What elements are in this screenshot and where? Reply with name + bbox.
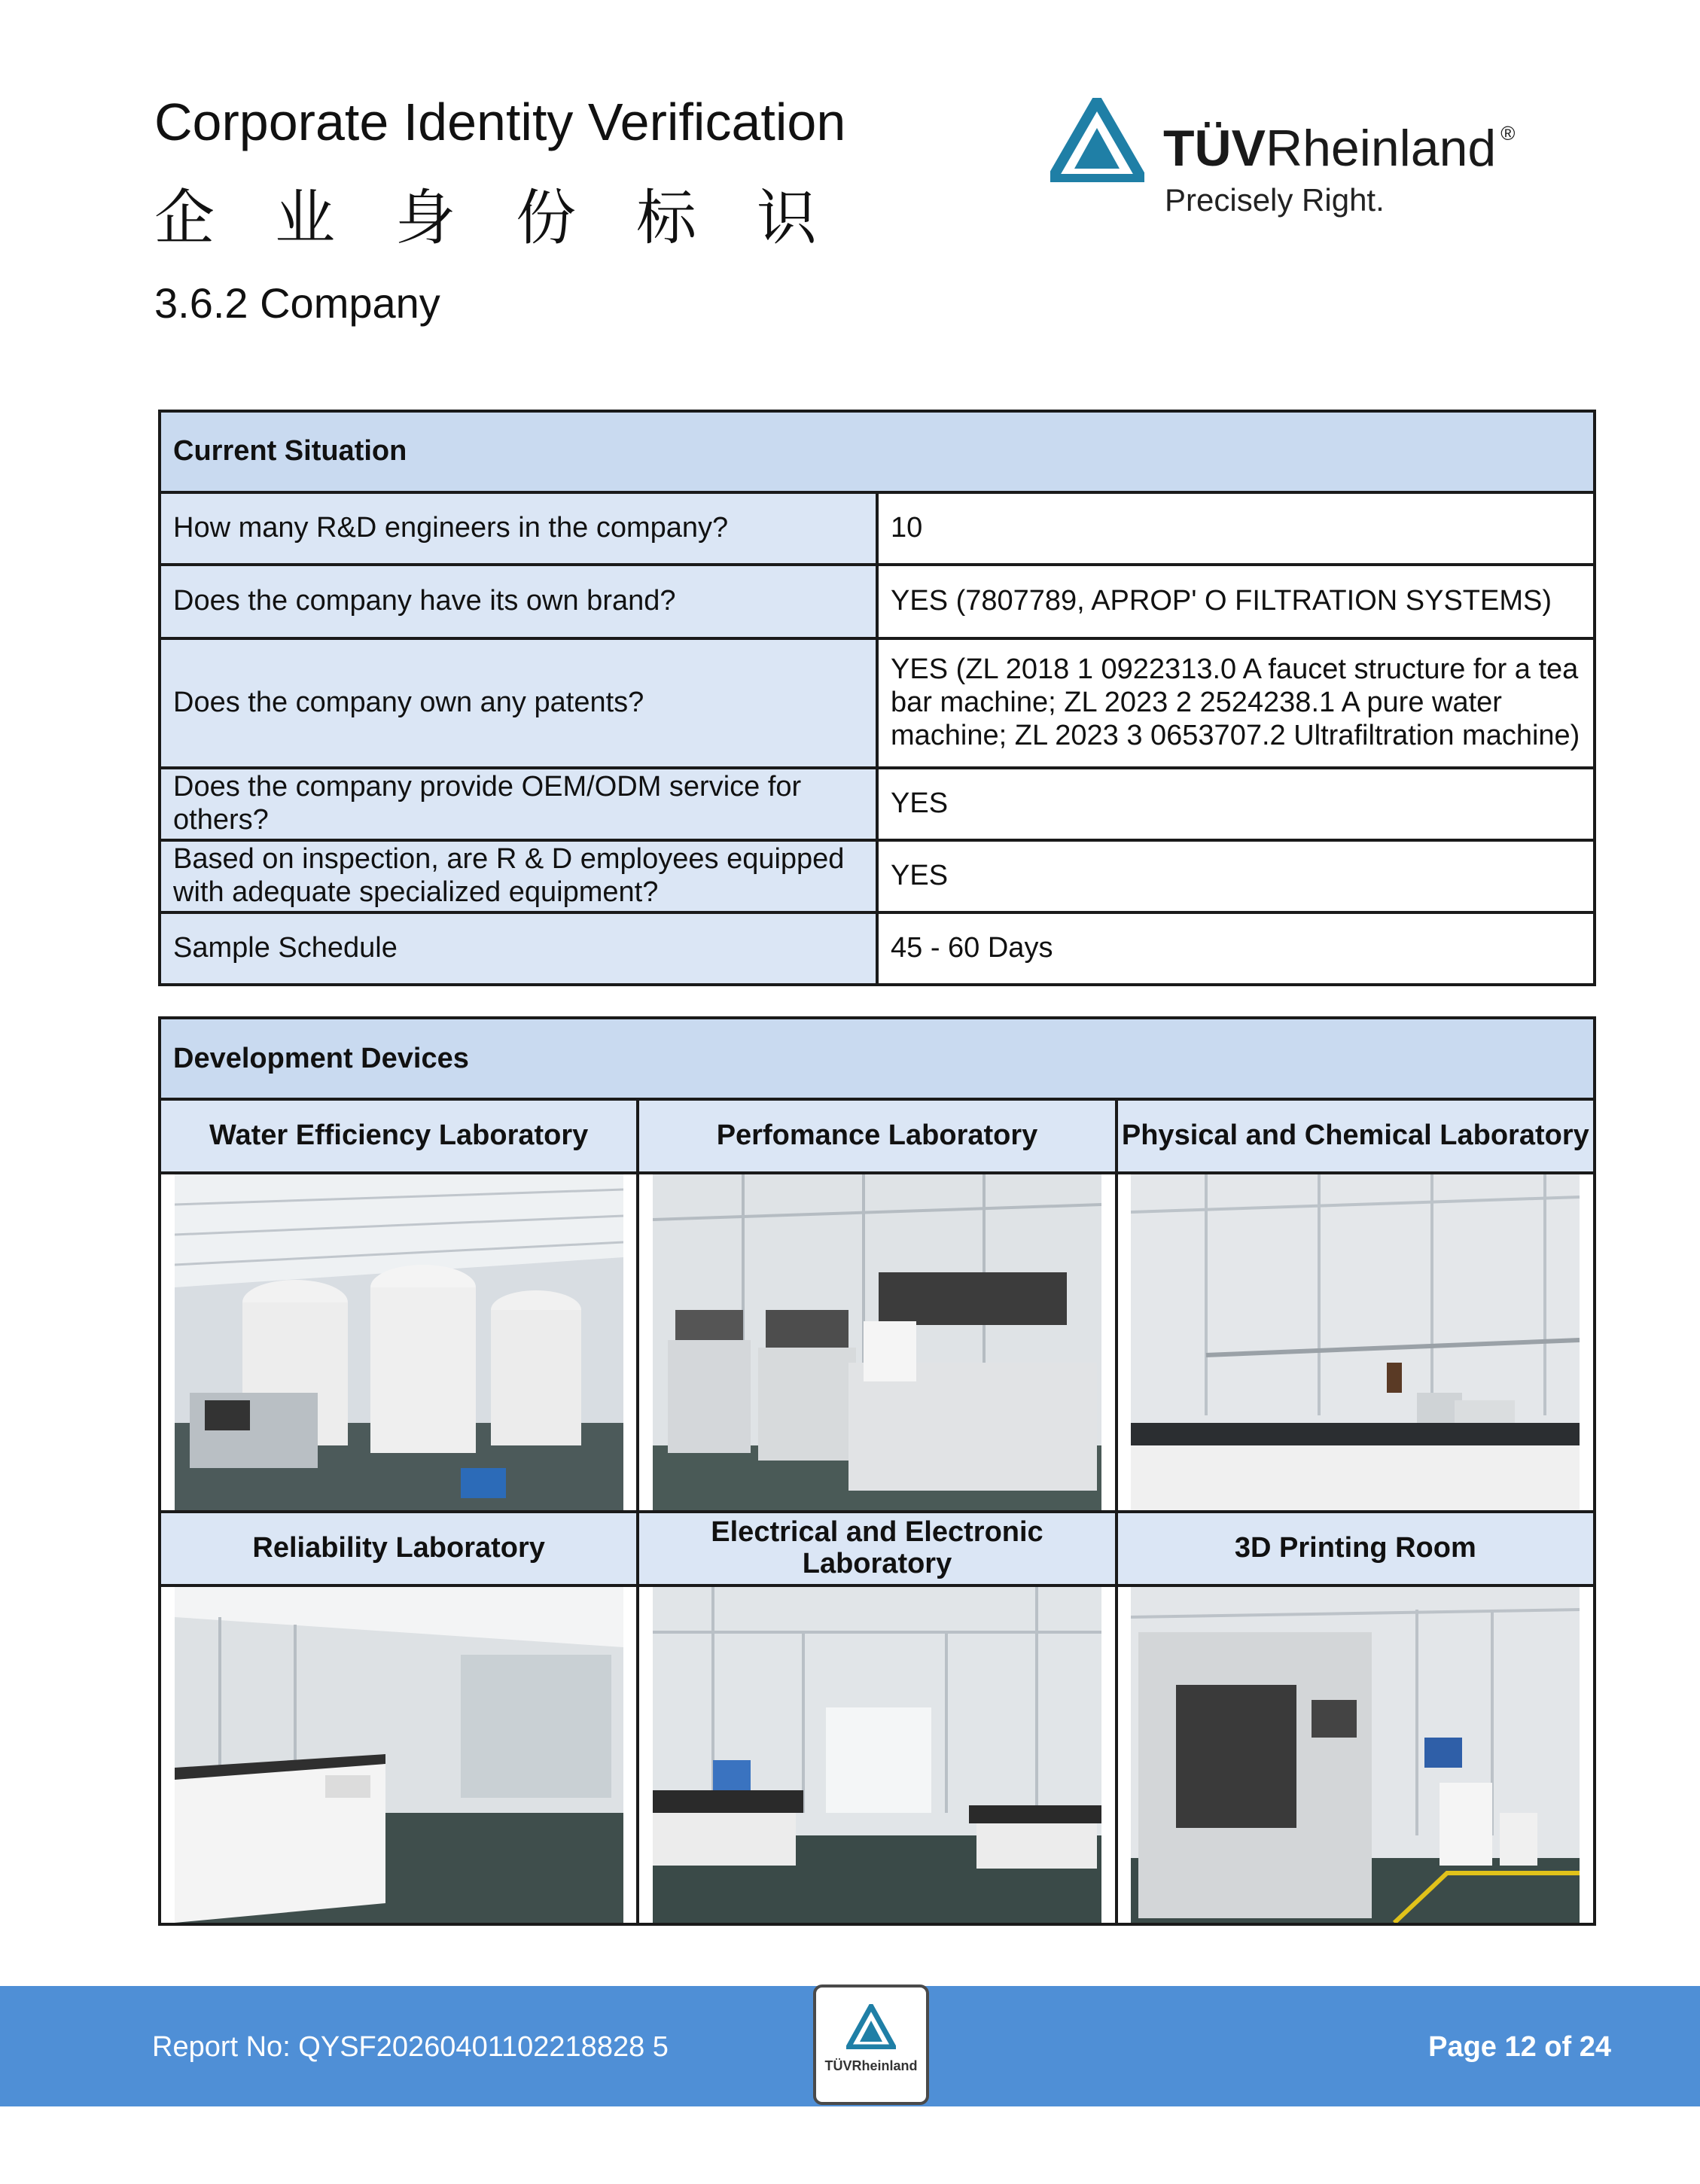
question-cell: Sample Schedule (160, 912, 877, 985)
performance-lab-photo (653, 1174, 1101, 1510)
tuv-logo (1050, 98, 1517, 226)
logo-brand-rest: Rheinland (1266, 120, 1497, 177)
lab-label: Electrical and Electronic Laboratory (638, 1512, 1116, 1585)
answer-cell: YES (ZL 2018 1 0922313.0 A faucet structure for a tea bar machine; ZL 2023 2 2524238.1 A pure water machine; ZL 2023 3 0653707.2 Ultrafiltration machine) (877, 638, 1595, 768)
footer-badge (813, 1984, 929, 2105)
lab-photo-cell (160, 1173, 638, 1512)
water-lab-photo (175, 1174, 623, 1510)
document-title-chinese (154, 169, 817, 256)
title-cn-char: 企 (154, 183, 215, 253)
question-cell: Does the company have its own brand? (160, 565, 877, 638)
question-cell: Based on inspection, are R & D employees equipped with adequate specialized equipment? (160, 840, 877, 912)
tuv-triangle-icon (846, 2004, 896, 2049)
question-cell: Does the company own any patents? (160, 638, 877, 768)
reliability-lab-photo (175, 1587, 623, 1923)
development-devices-heading: Development Devices (160, 1018, 1595, 1099)
registered-mark: ® (1500, 122, 1516, 145)
answer-cell: 45 - 60 Days (877, 912, 1595, 985)
title-cn-char: 身 (395, 183, 455, 253)
question-cell: Does the company provide OEM/ODM service for others? (160, 768, 877, 840)
lab-photo-cell (638, 1173, 1116, 1512)
answer-cell: YES (877, 840, 1595, 912)
lab-photo-cell (1117, 1585, 1595, 1924)
answer-cell: 10 (877, 492, 1595, 565)
answer-cell: YES (877, 768, 1595, 840)
document-title: Corporate Identity Verification (154, 93, 846, 151)
physical-chemical-lab-photo (1131, 1174, 1580, 1510)
lab-label: Physical and Chemical Laboratory (1117, 1099, 1595, 1173)
page-number: Page 12 of 24 (1428, 2031, 1611, 2063)
answer-cell: YES (7807789, APROP' O FILTRATION SYSTEMS) (877, 565, 1595, 638)
lab-label: Perfomance Laboratory (638, 1099, 1116, 1173)
electrical-lab-photo (653, 1587, 1101, 1923)
lab-photo-cell (1117, 1173, 1595, 1512)
development-devices-table (158, 1016, 1596, 1926)
title-cn-char: 业 (275, 183, 335, 253)
title-cn-char: 份 (516, 183, 576, 253)
logo-tagline: Precisely Right. (1165, 182, 1385, 218)
lab-photo-cell (160, 1585, 638, 1924)
section-heading: 3.6.2 Company (154, 279, 440, 327)
question-cell: How many R&D engineers in the company? (160, 492, 877, 565)
current-situation-heading: Current Situation (160, 411, 1595, 492)
3d-printing-room-photo (1131, 1587, 1580, 1923)
report-number: Report No: QYSF20260401102218828 5 (152, 2031, 669, 2063)
tuv-triangle-icon (1050, 98, 1144, 182)
logo-brand-bold: TÜV (1163, 120, 1266, 177)
lab-label: Reliability Laboratory (160, 1512, 638, 1585)
badge-label: TÜVRheinland (824, 2058, 918, 2073)
logo-brand (1163, 119, 1515, 178)
title-cn-char: 识 (757, 183, 817, 253)
lab-label: 3D Printing Room (1117, 1512, 1595, 1585)
title-cn-char: 标 (636, 183, 696, 253)
current-situation-table (158, 410, 1596, 986)
lab-photo-cell (638, 1585, 1116, 1924)
lab-label: Water Efficiency Laboratory (160, 1099, 638, 1173)
